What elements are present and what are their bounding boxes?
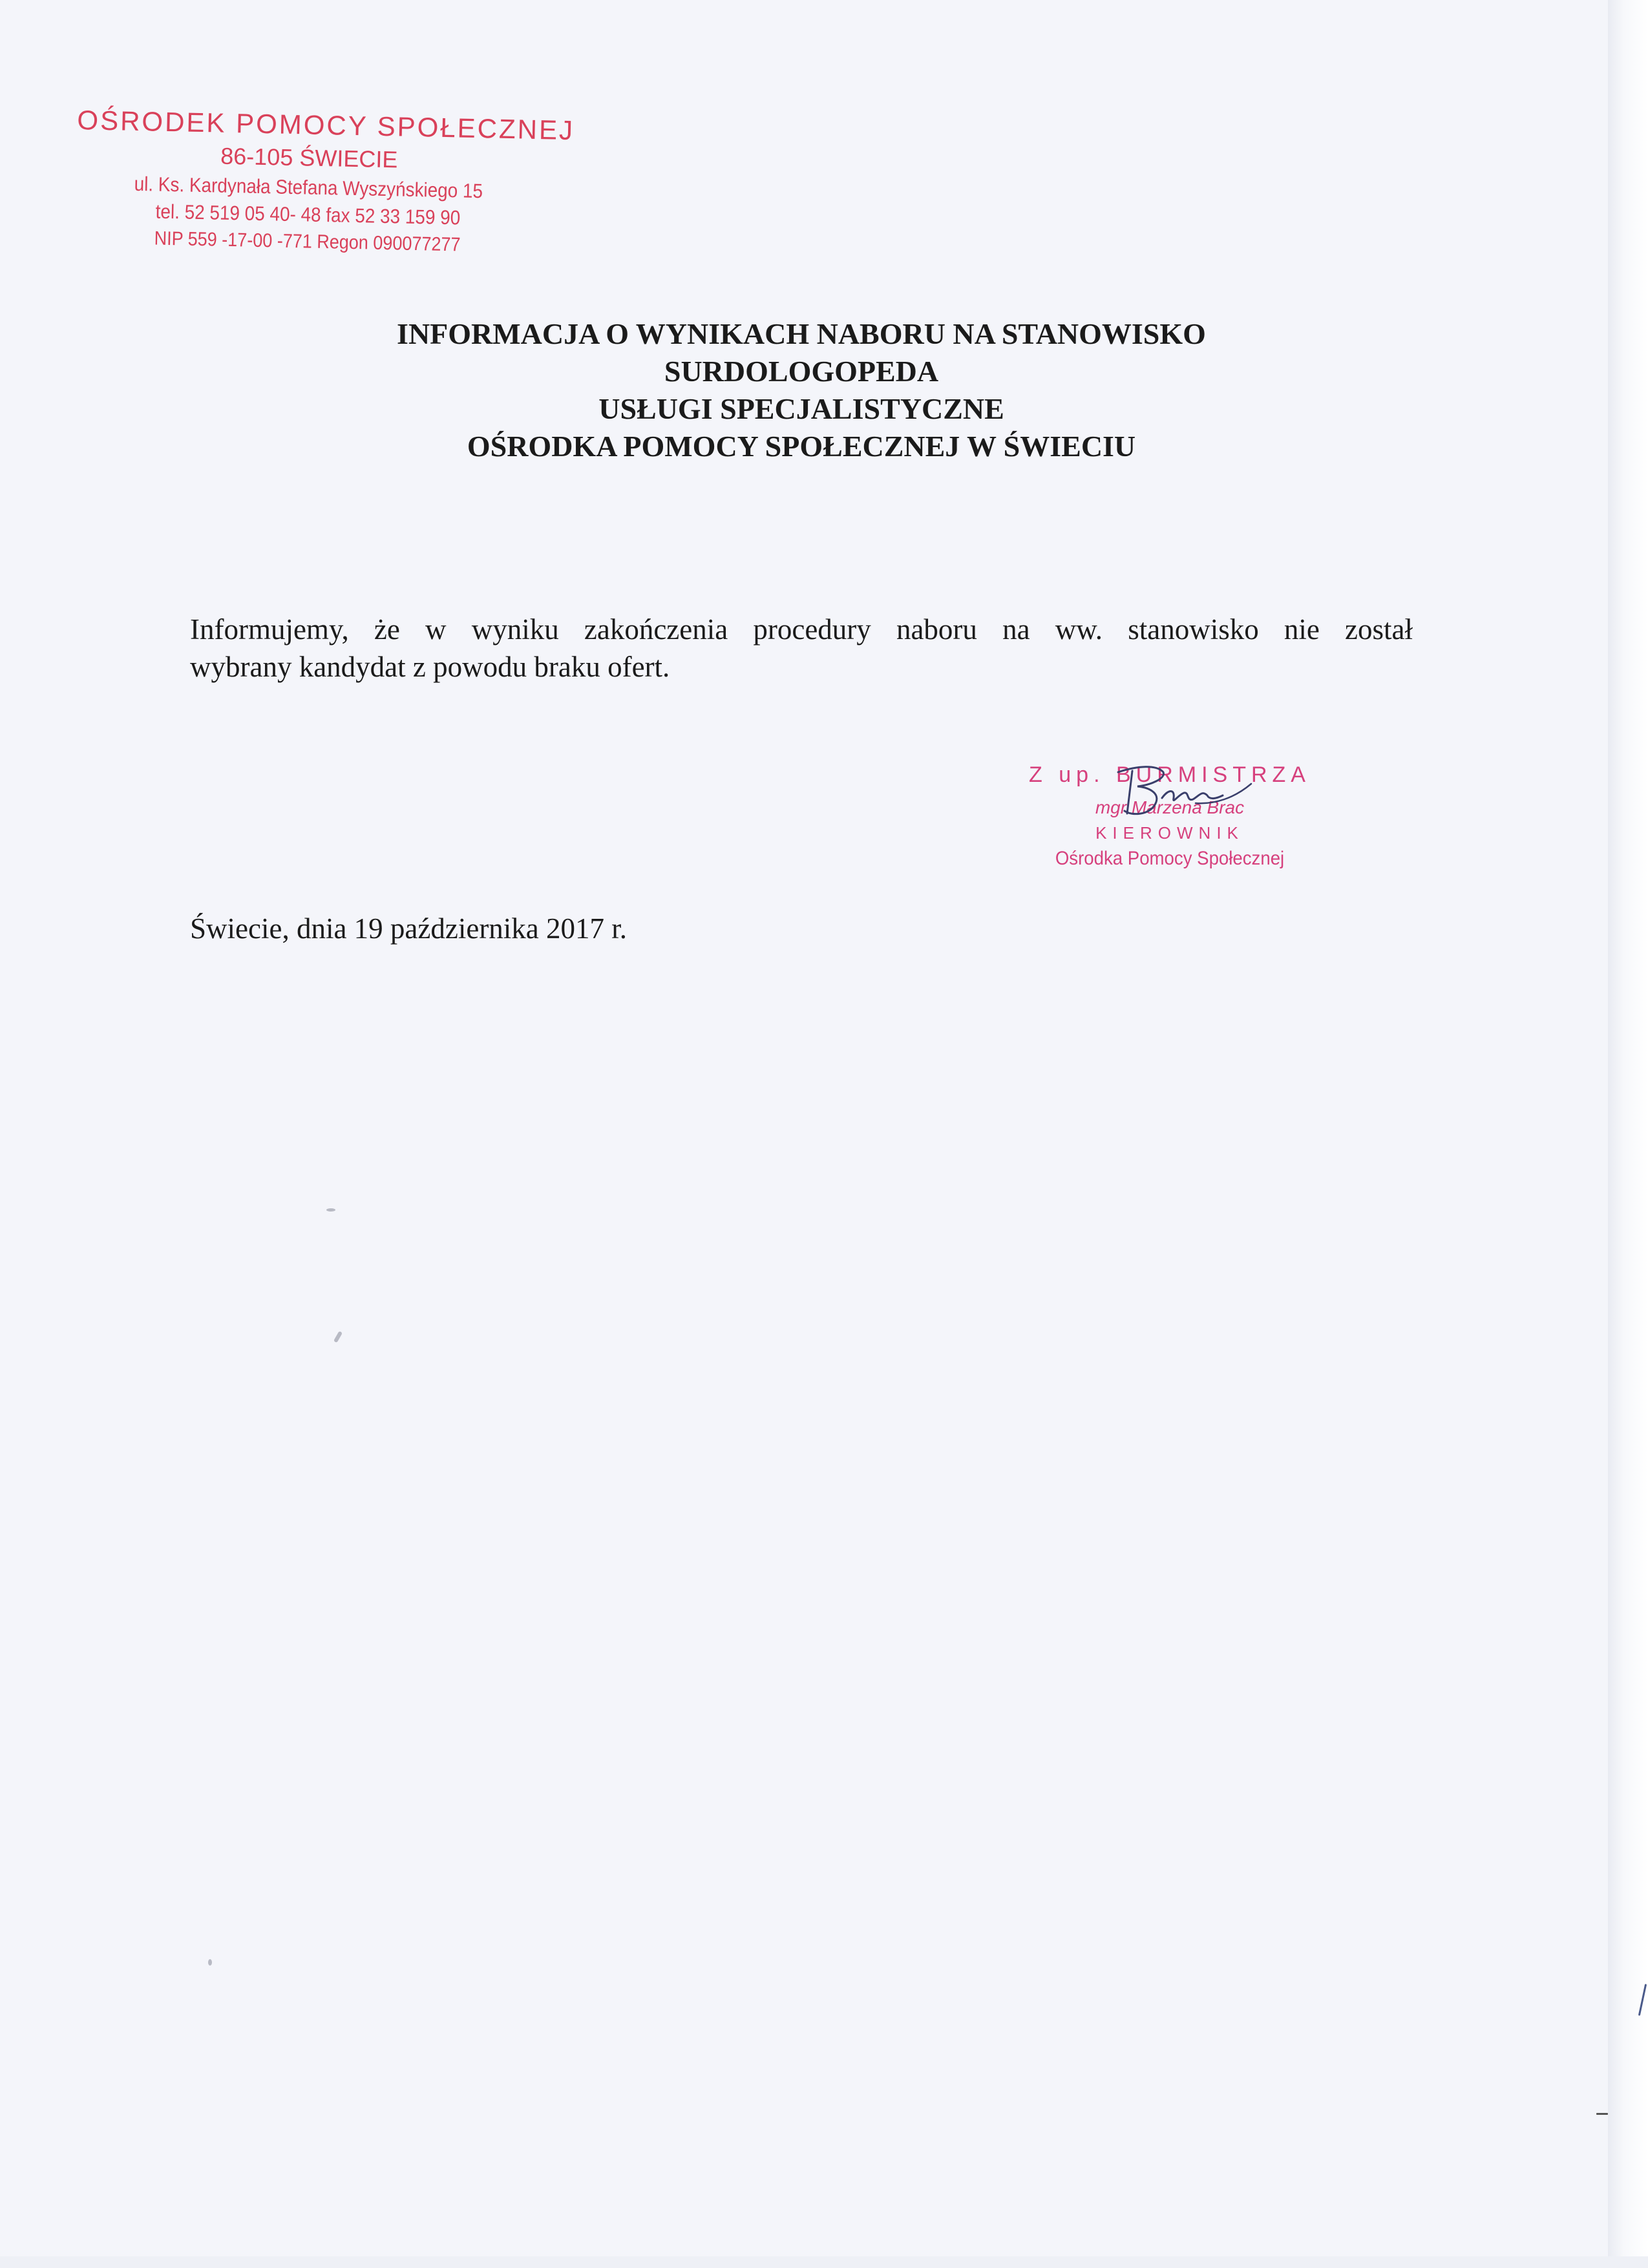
title-line-2: SURDOLOGOPEDA xyxy=(664,355,939,388)
handwritten-signature xyxy=(1099,753,1267,830)
stamp-office: Ośrodka Pomocy Społecznej xyxy=(1055,848,1285,869)
scan-speck xyxy=(1596,2113,1608,2115)
institution-stamp xyxy=(74,103,575,260)
scan-speck xyxy=(208,1959,212,1966)
scan-edge xyxy=(1608,0,1648,2268)
body-line-1: Informujemy, że w wyniku zakończenia procedury naboru na ww. stanowisko nie został xyxy=(190,613,1413,646)
scan-speck xyxy=(333,1331,343,1343)
stamp-phone-fax: tel. 52 519 05 40- 48 fax 52 33 159 90 xyxy=(155,200,461,229)
title-line-4: OŚRODKA POMOCY SPOŁECZNEJ W ŚWIECIU xyxy=(467,430,1136,463)
stamp-authorization: Z up. BURMISTRZA xyxy=(1029,762,1311,787)
body-line-2: wybrany kandydat z powodu braku ofert. xyxy=(190,651,670,683)
stamp-signatory-name: mgr Marzena Brac xyxy=(1095,797,1245,817)
stamp-postal-city: 86-105 ŚWIECIE xyxy=(220,142,398,173)
document-title xyxy=(194,315,1409,465)
title-line-1: INFORMACJA O WYNIKACH NABORU NA STANOWISKO xyxy=(397,317,1206,350)
scan-speck xyxy=(326,1208,335,1212)
scan-bottom-edge xyxy=(0,2256,1648,2268)
body-paragraph xyxy=(190,611,1413,686)
stamp-institution-name: OŚRODEK POMOCY SPOŁECZNEJ xyxy=(76,104,575,146)
stamp-nip-regon: NIP 559 -17-00 -771 Regon 090077277 xyxy=(154,227,461,256)
date-place: Świecie, dnia 19 października 2017 r. xyxy=(190,912,628,945)
stamp-position: KIEROWNIK xyxy=(1095,823,1244,843)
title-line-3: USŁUGI SPECJALISTYCZNE xyxy=(598,392,1004,425)
stamp-street-address: ul. Ks. Kardynała Stefana Wyszyńskiego 15 xyxy=(134,172,483,203)
